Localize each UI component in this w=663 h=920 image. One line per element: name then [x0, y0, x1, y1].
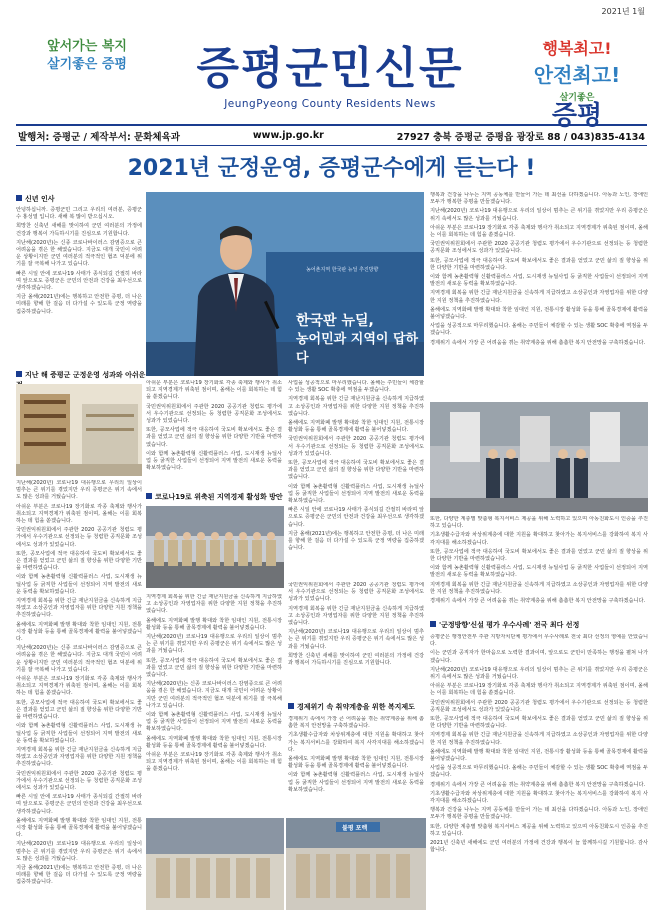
paragraph: 국민권익위원회에서 주관한 2020 공공기관 청렴도 평가에서 우수기관으로 선정되는 등 청렴한 공직문화 조성에서도 성과가 있었습니다. [288, 582, 424, 603]
masthead [0, 14, 663, 131]
section-title-text: '군정방향'신설 평가 우수사례' 전국 최다 선정 [439, 621, 580, 629]
paragraph: 아쉬운 부분은 코로나19 장기화로 각종 축제와 행사가 취소되고 지역경제가 위축된 점이며, 올해는 이를 회복하는 데 힘을 쏟겠습니다. [16, 676, 142, 697]
paragraph: 이는 군민과 공직자가 한마음으로 노력한 결과이며, 앞으로도 군민이 만족하는 행정을 펼쳐 나가겠습니다. [430, 650, 648, 664]
paragraph: 또한, 공모사업에 적극 대응하여 국도비 확보에서도 좋은 결과를 얻었고 군민 삶의 질 향상을 위한 다양한 기반을 마련하였습니다. [430, 257, 648, 271]
paragraph: 또한, 공모사업에 적극 대응하여 국도비 확보에서도 좋은 결과를 얻었고 군민 삶의 질 향상을 위한 다양한 기반을 마련하였습니다. [430, 716, 648, 730]
column-3-lower [288, 716, 424, 816]
newspaper-subtitle: JeungPyeong County Residents News [224, 98, 436, 110]
paragraph: 행복과 건강을 나누는 지역 공동체를 만들어 가는 데 최선을 다하겠습니다. 아동과 노인, 장애인 모두가 행복한 증평을 만들겠습니다. [430, 192, 648, 206]
paragraph: 이와 함께 농촌활력형 신활력플러스 사업, 도시재생 뉴딜사업 등 굵직한 사업들이 선정되어 지역 발전의 새로운 동력을 확보하였습니다. [288, 772, 424, 793]
paragraph: 또한, 공모사업에 적극 대응하여 국도비 확보에서도 좋은 결과를 얻었고 군민 삶의 질 향상을 위한 다양한 기반을 마련하였습니다. [16, 550, 142, 572]
section-title-text: 지난 해 증평군 군정운영 성과와 아쉬운 [25, 371, 146, 379]
paragraph: 아쉬운 부분은 코로나19 장기화로 각종 축제와 행사가 취소되고 지역경제가 위축된 점이며, 올해는 이를 회복하는 데 힘을 쏟겠습니다. [430, 683, 648, 697]
paragraph: 이와 함께 농촌활력형 신활력플러스 사업, 도시재생 뉴딜사업 등 굵직한 사업들이 선정되어 지역 발전의 새로운 동력을 확보하였습니다. [288, 483, 424, 505]
paragraph: 이와 함께 농촌활력형 신활력플러스 사업, 도시재생 뉴딜사업 등 굵직한 사업들이 선정되어 지역 발전의 새로운 동력을 확보하였습니다. [146, 712, 282, 733]
right-slogan-line-3: 살기좋은 [559, 93, 595, 103]
paragraph: 올해에도 지역화폐 발행 확대와 착한 임대인 지원, 전통시장 활성화 등을 통해 골목경제에 활력을 불어넣겠습니다. [16, 817, 142, 839]
paragraph: 올해에도 지역화폐 발행 확대와 착한 임대인 지원, 전통시장 활성화 등을 통해 골목경제에 활력을 불어넣겠습니다. [146, 735, 282, 749]
paragraph: 또한, 공모사업에 적극 대응하여 국도비 확보에서도 좋은 결과를 얻었고 군민 삶의 질 향상을 위한 다양한 기반을 마련하였습니다. [16, 699, 142, 721]
section-title-evaluation [430, 620, 650, 630]
column-1-lower [16, 480, 142, 908]
paragraph: 올해에도 지역화폐 발행 확대와 착한 임대인 지원, 전통시장 활성화 등을 통해 골목경제에 활력을 불어넣겠습니다. [288, 756, 424, 770]
paragraph: 지난해(2020년) 코로나19 대유행으로 우리의 일상이 멈추는 큰 위기를 겪었지만 우리 증평군은 위기 속에서도 많은 성과를 거뒀습니다. [146, 634, 282, 655]
paragraph: 기초생활수급자와 차상위계층에 대한 지원을 확대하고 찾아가는 복지서비스를 강화하여 복지 사각지대를 해소하겠습니다. [430, 532, 648, 546]
square-bullet-icon [146, 493, 152, 499]
paragraph: 올해에도 지역화폐 발행 확대와 착한 임대인 지원, 전통시장 활성화 등을 통해 골목경제에 활력을 불어넣겠습니다. [430, 306, 648, 321]
main-photo [146, 192, 424, 376]
paragraph: 아쉬운 부분은 코로나19 장기화로 각종 축제와 행사가 취소되고 지역경제가 위축된 점이며, 올해는 이를 회복하는 데 힘을 쏟겠습니다. [146, 752, 282, 773]
right-slogan-line-2: 안전최고! [533, 63, 621, 87]
paragraph: 올해에도 지역화폐 발행 확대와 착한 임대인 지원, 전통시장 활성화 등을 통해 골목경제에 활력을 불어넣겠습니다. [288, 420, 424, 434]
paragraph: 올해에도 지역화폐 발행 확대와 착한 임대인 지원, 전통시장 활성화 등을 통해 골목경제에 활력을 불어넣겠습니다. [430, 748, 648, 763]
section-title-welfare [288, 702, 428, 712]
publisher-text: 발행처: 증평군 / 제작부서: 문화체육과 [18, 131, 180, 143]
paragraph: 빠른 시일 안에 코로나19 사태가 종식되길 간절히 바라며 앞으로도 증평군은 군민의 안전과 건강을 최우선으로 생각하겠습니다. [16, 794, 142, 815]
section-title-economy [146, 492, 286, 502]
paragraph: 이와 함께 농촌활력형 신활력플러스 사업, 도시재생 뉴딜사업 등 굵직한 사업들이 선정되어 지역 발전의 새로운 동력을 확보하였습니다. [16, 574, 142, 595]
column-2-lower [146, 594, 282, 814]
paragraph: 국민권익위원회에서 주관한 2020 공공기관 청렴도 평가에서 우수기관으로 선정되는 등 청렴한 공직문화 조성에서도 성과가 있었습니다. [288, 436, 424, 457]
paragraph: 지역경제 회복을 위한 긴급 재난지원금을 신속하게 지급하였고 소상공인과 자영업자를 위한 다양한 지원 정책을 추진하였습니다. [288, 605, 424, 627]
paragraph: 지난해(2020년) 코로나19 대유행으로 우리의 일상이 멈추는 큰 위기를 겪었지만 우리 증평군은 위기 속에서도 많은 성과를 거뒀습니다. [288, 629, 424, 650]
paragraph: 아쉬운 부분은 코로나19 장기화로 각종 축제와 행사가 취소되고 지역경제가 위축된 점이며, 올해는 이를 회복하는 데 힘을 쏟겠습니다. [146, 380, 282, 401]
paragraph: 또한, 공모사업에 적극 대응하여 국도비 확보에서도 좋은 결과를 얻었고 군민 삶의 질 향상을 위한 다양한 기반을 마련하였습니다. [146, 657, 282, 679]
paragraph: 이와 함께 농촌활력형 신활력플러스 사업, 도시재생 뉴딜사업 등 굵직한 사업들이 선정되어 지역 발전의 새로운 동력을 확보하였습니다. [430, 274, 648, 288]
paragraph: 지난해(2020년) 코로나19 대유행으로 우리의 일상이 멈추는 큰 위기를 겪었지만 우리 증평군은 위기 속에서도 많은 성과를 거뒀습니다. [430, 666, 648, 681]
square-bullet-icon [430, 621, 436, 627]
paragraph: 또한, 다양한 계층별 맞춤형 복지서비스 제공을 위해 노력하고 있으며 아동친화도시 인증을 추진하고 있습니다. [430, 823, 648, 837]
right-slogan-line-4: 증평 [551, 101, 603, 131]
paragraph: 빠른 시일 안에 코로나19 사태가 종식되길 간절히 바라며 앞으로도 증평군은 군민의 안전과 건강을 최우선으로 생각하겠습니다. [16, 270, 142, 292]
paragraph: 지역경제 회복을 위한 긴급 재난지원금을 신속하게 지급하였고 소상공인과 자영업자를 위한 다양한 지원 정책을 추진하였습니다. [430, 581, 648, 595]
square-bullet-icon [288, 703, 294, 709]
ceremony-photo [430, 402, 648, 512]
paragraph: 희망찬 신축년 새해를 맞이하여 군민 여러분의 가정에 건강과 행복이 가득하시기를 진심으로 기원합니다. [288, 652, 424, 667]
paragraph: 사업을 성공적으로 마무리했습니다. 올해는 주민들이 체감할 수 있는 생활 SOC 확충에 역점을 두겠습니다. [430, 323, 648, 337]
paragraph: 또한, 다양한 계층별 맞춤형 복지서비스 제공을 위해 노력하고 있으며 아동친화도시 인증을 추진하고 있습니다. [430, 516, 648, 530]
banner-small-text: 농어촌지역 한국판 뉴딜 추진방향 [306, 267, 379, 273]
column-3-top [288, 380, 424, 580]
website-link[interactable]: www.jp.go.kr [252, 130, 324, 141]
paragraph: 기초생활수급자와 차상위계층에 대한 지원을 확대하고 찾아가는 복지서비스를 강화하여 복지 사각지대를 해소하겠습니다. [288, 732, 424, 753]
paragraph: 지역경제 회복을 위한 긴급 재난지원금을 신속하게 지급하였고 소상공인과 자영업자를 위한 다양한 지원 정책을 추진하였습니다. [16, 746, 142, 768]
banner-line-2: 농어민과 지역이 답하다 [296, 332, 419, 366]
paragraph: 이와 함께 농촌활력형 신활력플러스 사업, 도시재생 뉴딜사업 등 굵직한 사업들이 선정되어 지역 발전의 새로운 동력을 확보하였습니다. [430, 565, 648, 579]
bottom-photo-row [146, 818, 426, 910]
section-title-text: 코로나19로 위축된 지역경제 활성화 방안 [155, 493, 283, 501]
address-text: 27927 충북 증평군 증평읍 광장로 88 / 043)835-4134 [396, 131, 645, 143]
newspaper-title: 증평군민신문 [196, 43, 464, 94]
paragraph: 지금 올해(2021년)에는 행복하고 안전한 증평, 더 나은 미래를 향해 한 걸음 더 다가설 수 있도록 군정 역량을 집중하겠습니다. [16, 294, 142, 315]
paragraph: 지역경제 회복을 위한 긴급 재난지원금을 신속하게 지급하였고 소상공인과 자영업자를 위한 다양한 지원 정책을 추진하였습니다. [430, 290, 648, 304]
column-2-top [146, 380, 282, 484]
paragraph: 경제위기 속에서 가장 큰 어려움을 겪는 취약계층을 위해 촘촘한 복지 안전망을 구축하겠습니다. [288, 716, 424, 730]
section-title-greeting [16, 195, 142, 204]
paragraph: 증평군은 행정안전부 주관 지방자치단체 평가에서 우수사례로 전국 최다 선정의 영예를 안았습니다. [430, 634, 648, 648]
right-column-top [430, 192, 648, 398]
paragraph: 경제위기 속에서 가장 큰 어려움을 겪는 취약계층을 위해 촘촘한 복지 안전망을 구축하겠습니다. [430, 781, 646, 788]
paragraph: 사업을 성공적으로 마무리했습니다. 올해는 주민들이 체감할 수 있는 생활 SOC 확충에 역점을 두겠습니다. [430, 765, 648, 779]
left-slogan-line-2: 살기좋은 증평 [47, 57, 127, 72]
paragraph: 경제위기 속에서 가장 큰 어려움을 겪는 취약계층을 위해 촘촘한 복지 안전망을 구축하겠습니다. [430, 598, 646, 605]
square-bullet-icon [16, 371, 22, 377]
issue-date: 2021년 1월 [601, 7, 645, 16]
column-1 [16, 192, 142, 368]
column-3-middle [288, 582, 424, 700]
section-title-text: 경제위기 속 취약계층을 위한 복지제도 [297, 703, 415, 711]
left-slogan [28, 38, 146, 74]
paragraph: 지금 올해(2021년)에는 행복하고 안전한 증평, 더 나은 미래를 향해 한 걸음 더 다가설 수 있도록 군정 역량을 집중하겠습니다. [288, 530, 424, 552]
paragraph: 국민권익위원회에서 주관한 2020 공공기관 청렴도 평가에서 우수기관으로 선정되는 등 청렴한 공직문화 조성에서도 성과가 있었습니다. [430, 699, 648, 713]
paragraph: 또한, 공모사업에 적극 대응하여 국도비 확보에서도 좋은 결과를 얻었고 군민 삶의 질 향상을 위한 다양한 기반을 마련하였습니다. [288, 460, 424, 481]
headline: 2021년 군정운영, 증평군수에게 듣는다 ! [127, 156, 536, 181]
paragraph: 행복과 건강을 나누는 지역 공동체를 만들어 가는 데 최선을 다하겠습니다. 아동과 노인, 장애인 모두가 행복한 증평을 만들겠습니다. [430, 807, 648, 821]
paragraph: 경제위기 속에서 가장 큰 어려움을 겪는 취약계층을 위해 촘촘한 복지 안전망을 구축하겠습니다. [430, 339, 646, 346]
square-bullet-icon [16, 195, 22, 201]
paragraph: 사업을 성공적으로 마무리했습니다. 올해는 주민들이 체감할 수 있는 생활 SOC 확충에 역점을 두겠습니다. [288, 380, 424, 394]
paragraph: 올해에도 지역화폐 발행 확대와 착한 임대인 지원, 전통시장 활성화 등을 통해 골목경제에 활력을 불어넣겠습니다. [16, 621, 142, 643]
paragraph: 지역경제 회복을 위한 긴급 재난지원금을 신속하게 지급하였고 소상공인과 자영업자를 위한 다양한 지원 정책을 추진하였습니다. [146, 594, 282, 615]
paragraph: 국민권익위원회에서 주관한 2020 공공기관 청렴도 평가에서 우수기관으로 선정되는 등 청렴한 공직문화 조성에서도 성과가 있었습니다. [430, 241, 648, 255]
paragraph: 지난해(2020년) 코로나19 대유행으로 우리의 일상이 멈추는 큰 위기를 겪었지만 우리 증평군은 위기 속에서도 많은 성과를 거뒀습니다. [16, 480, 142, 501]
section-title-text: 신년 인사 [25, 195, 55, 203]
paragraph: 아쉬운 부분은 코로나19 장기화로 각종 축제와 행사가 취소되고 지역경제가 위축된 점이며, 올해는 이를 회복하는 데 힘을 쏟겠습니다. [430, 224, 648, 239]
paragraph: 국민권익위원회에서 주관한 2020 공공기관 청렴도 평가에서 우수기관으로 선정되는 등 청렴한 공직문화 조성에서도 성과가 있었습니다. [16, 770, 142, 791]
paragraph: 빠른 시일 안에 코로나19 사태가 종식되길 간절히 바라며 앞으로도 증평군은 군민의 안전과 건강을 최우선으로 생각하겠습니다. [288, 507, 424, 528]
paragraph: 지난해(2020년) 코로나19 대유행으로 우리의 일상이 멈추는 큰 위기를 겪었지만 우리 증평군은 위기 속에서도 많은 성과를 거뒀습니다. [430, 208, 648, 222]
right-column-middle [430, 516, 648, 616]
paragraph: 또한, 공모사업에 적극 대응하여 국도비 확보에서도 좋은 결과를 얻었고 군민 삶의 질 향상을 위한 다양한 기반을 마련하였습니다. [146, 427, 282, 448]
paragraph: 지역경제 회복을 위한 긴급 재난지원금을 신속하게 지급하였고 소상공인과 자영업자를 위한 다양한 지원 정책을 추진하였습니다. [16, 598, 142, 619]
paragraph: 지난해(2020년)는 신종 코로나바이러스 감염증으로 큰 어려움을 겪은 한 해였습니다. 지금도 대개 국민이 어려운 상황이지만 군민 여러분의 적극적인 협조 덕분에 위기를 잘 극복해 나가고 있습니다. [146, 681, 282, 709]
group-photo-1 [146, 506, 284, 588]
left-slogan-line-1: 앞서가는 복지 [47, 39, 127, 54]
paragraph: 아쉬운 부분은 코로나19 장기화로 각종 축제와 행사가 취소되고 지역경제가 위축된 점이며, 올해는 이를 회복하는 데 힘을 쏟겠습니다. [16, 503, 142, 525]
right-slogan [502, 36, 652, 129]
paragraph: 국민권익위원회에서 주관한 2020 공공기관 청렴도 평가에서 우수기관으로 선정되는 등 청렴한 공직문화 조성에서도 성과가 있었습니다. [146, 403, 282, 425]
paragraph: 2021년 신축년 새해에도 군민 여러분의 가정에 건강과 행복이 늘 함께하시길 기원합니다. 감사합니다. [430, 840, 648, 854]
right-slogan-line-1: 행복최고! [542, 39, 612, 58]
paragraph: 기초생활수급자와 차상위계층에 대한 지원을 확대하고 찾아가는 복지서비스를 강화하여 복지 사각지대를 해소하겠습니다. [430, 790, 648, 805]
right-column-lower [430, 634, 648, 910]
paragraph: 지난해(2020년)는 신종 코로나바이러스 감염증으로 큰 어려움을 겪은 한 해였습니다. 지금도 대개 국민이 어려운 상황이지만 군민 여러분의 적극적인 협조 덕분에 위기를 잘 극복해 나가고 있습니다. [16, 645, 142, 673]
library-illustration [16, 384, 142, 476]
paragraph: 지역경제 회복을 위한 긴급 재난지원금을 신속하게 지급하였고 소상공인과 자영업자를 위한 다양한 지원 정책을 추진하였습니다. [430, 732, 648, 746]
paragraph: 지역경제 회복을 위한 긴급 재난지원금을 신속하게 지급하였고 소상공인과 자영업자를 위한 다양한 지원 정책을 추진하였습니다. [288, 396, 424, 417]
ceremony-illustration [430, 402, 648, 512]
paragraph: 국민권익위원회에서 주관한 2020 공공기관 청렴도 평가에서 우수기관으로 선정되는 등 청렴한 공직문화 조성에서도 성과가 있었습니다. [16, 527, 142, 548]
banner-line-1: 한국판 뉴딜, [296, 313, 374, 329]
paragraph: 지금 올해(2021년)에는 행복하고 안전한 증평, 더 나은 미래를 향해 한 걸음 더 다가설 수 있도록 군정 역량을 집중하겠습니다. [16, 864, 142, 886]
paragraph: 이와 함께 농촌활력형 신활력플러스 사업, 도시재생 뉴딜사업 등 굵직한 사업들이 선정되어 지역 발전의 새로운 동력을 확보하였습니다. [16, 723, 142, 744]
photo-banner-text: 불평 포렉 [342, 825, 368, 832]
library-photo [16, 384, 142, 476]
group-photo-illustration [146, 506, 284, 588]
publisher-info-bar [16, 124, 647, 146]
paragraph: 지난해(2020년)는 신종 코로나바이러스 감염증으로 큰 어려움을 겪은 한 해였습니다. 지금도 대개 국민이 어려운 상황이지만 군민 여러분의 적극적인 협조 덕분에 위기를 잘 극복해 나가고 있습니다. [16, 239, 142, 268]
paragraph: 안녕하십니까. 증평군민 그리고 우리의 여러분, 증평군수 홍성열 입니다. 새해 복 많이 받으십시오. [16, 207, 142, 221]
paragraph: 올해에도 지역화폐 발행 확대와 착한 임대인 지원, 전통시장 활성화 등을 통해 골목경제에 활력을 불어넣겠습니다. [146, 617, 282, 631]
bottom-photos-illustration [146, 818, 426, 910]
paragraph: 지난해(2020년) 코로나19 대유행으로 우리의 일상이 멈추는 큰 위기를 겪었지만 우리 증평군은 위기 속에서도 많은 성과를 거뒀습니다. [16, 841, 142, 862]
paragraph: 이와 함께 농촌활력형 신활력플러스 사업, 도시재생 뉴딜사업 등 굵직한 사업들이 선정되어 지역 발전의 새로운 동력을 확보하였습니다. [146, 450, 282, 472]
paragraph: 또한, 공모사업에 적극 대응하여 국도비 확보에서도 좋은 결과를 얻었고 군민 삶의 질 향상을 위한 다양한 기반을 마련하였습니다. [430, 548, 648, 563]
paragraph: 희망찬 신축년 새해를 맞이하여 군민 여러분의 가정에 건강과 행복이 가득하시기를 진심으로 기원합니다. [16, 223, 142, 237]
